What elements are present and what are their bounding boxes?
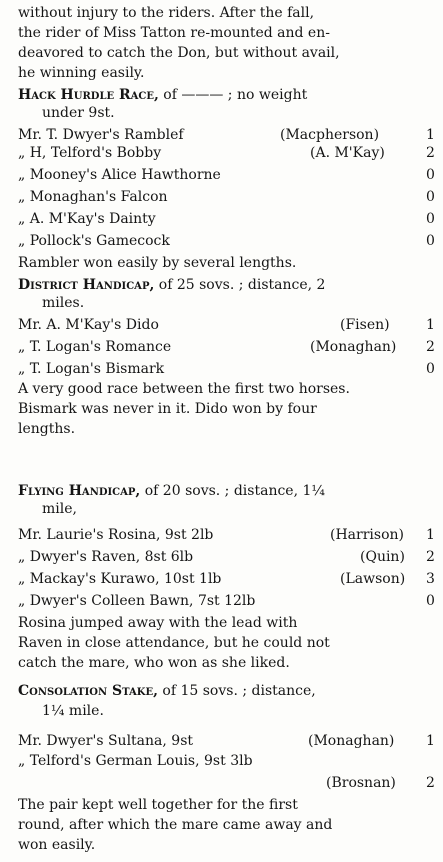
place: 1 [426,527,435,543]
race1-result: Rambler won easily by several lengths. [18,255,297,271]
place: 0 [426,167,435,183]
jockey: (Fisen) [340,317,390,333]
race4-conditions: of 15 sovs. ; distance, [162,683,316,699]
jockey: (Quin) [360,549,405,565]
race3-result-line-1: Rosina jumped away with the lead with [18,615,298,631]
intro-line-3: deavored to catch the Don, but without avail, [18,45,340,61]
race2-entry-2 [18,338,438,356]
jockey: (Harrison) [330,527,404,543]
race3-title: Flying Handicap, [18,483,141,499]
race2-result-line-3: lengths. [18,421,76,437]
place: 2 [426,549,435,565]
race3-result-line-2: Raven in close attendance, but he could not [18,635,330,651]
place: 1 [426,317,435,333]
jockey: (Brosnan) [326,775,396,791]
owner-horse: Mr. Laurie's Rosina, 9st 2lb [18,527,214,543]
race2-result-line-1: A very good race between the first two horses. [18,381,350,397]
place: 1 [426,127,435,143]
owner-horse: „ Dwyer's Raven, 8st 6lb [18,549,194,565]
race4-title: Consolation Stake, [18,683,158,699]
place: 3 [426,571,435,587]
race3-result-line-3: catch the mare, who won as she liked. [18,655,290,671]
race2-entry-1 [18,316,438,334]
race4-entry-2: „ Telford's German Louis, 9st 3lb [18,753,253,769]
race1-entry-6 [18,232,438,250]
race4-heading-cont: 1¼ mile. [42,703,104,719]
race4-result-line-2: round, after which the mare came away and [18,817,333,833]
place: 0 [426,211,435,227]
owner-horse: „ A. M'Kay's Dainty [18,211,156,227]
jockey: (Monaghan) [308,733,395,749]
owner-horse: „ T. Logan's Bismark [18,361,165,377]
race4-result-line-3: won easily. [18,837,96,853]
race3-entry-1 [18,526,438,544]
place: 0 [426,233,435,249]
race4-entry-1 [18,732,438,750]
owner-horse: „ Dwyer's Colleen Bawn, 7st 12lb [18,593,256,609]
race2-heading [18,276,438,294]
race3-entry-4 [18,592,438,610]
place: 2 [426,775,435,791]
owner-horse: Mr. T. Dwyer's Ramblef [18,127,184,143]
owner-horse: „ Mackay's Kurawo, 10st 1lb [18,571,222,587]
owner-horse: „ H, Telford's Bobby [18,145,162,161]
place: 0 [426,593,435,609]
race4-heading [18,682,438,700]
race1-heading [18,86,438,104]
race3-heading-cont: mile, [42,501,77,517]
owner-horse: „ Pollock's Gamecock [18,233,170,249]
race1-entry-1 [18,126,438,144]
intro-line-1: without injury to the riders. After the fall, [18,5,315,21]
place: 2 [426,339,435,355]
owner-horse: Mr. Dwyer's Sultana, 9st [18,733,194,749]
race2-result-line-2: Bismark was never in it. Dido won by four [18,401,317,417]
place: 0 [426,361,435,377]
race4-result-line-1: The pair kept well together for the first [18,797,298,813]
race1-heading-cont: under 9st. [42,105,115,121]
race3-entry-3 [18,570,438,588]
race2-title: District Handicap, [18,277,155,293]
intro-line-2: the rider of Miss Tatton re-mounted and en- [18,25,330,41]
jockey: (Monaghan) [310,339,397,355]
race3-heading [18,482,438,500]
jockey: (Lawson) [340,571,406,587]
race1-title: Hack Hurdle Race, [18,87,159,103]
race1-entry-5 [18,210,438,228]
race2-conditions: of 25 sovs. ; distance, 2 [158,277,326,293]
owner-horse: „ T. Logan's Romance [18,339,172,355]
race3-conditions: of 20 sovs. ; distance, 1¼ [144,483,325,499]
jockey: (Macpherson) [280,127,380,143]
race2-entry-3 [18,360,438,378]
race1-entry-2 [18,144,438,162]
owner-horse: „ Mooney's Alice Hawthorne [18,167,221,183]
race1-entry-3 [18,166,438,184]
race1-entry-4 [18,188,438,206]
intro-line-4: he winning easily. [18,65,145,81]
race1-conditions: of ——— ; no weight [163,87,308,103]
place: 1 [426,733,435,749]
race2-heading-cont: miles. [42,295,85,311]
race3-entry-2 [18,548,438,566]
jockey: (A. M'Kay) [310,145,385,161]
place: 2 [426,145,435,161]
owner-horse: Mr. A. M'Kay's Dido [18,317,159,333]
owner-horse: „ Monaghan's Falcon [18,189,168,205]
place: 0 [426,189,435,205]
